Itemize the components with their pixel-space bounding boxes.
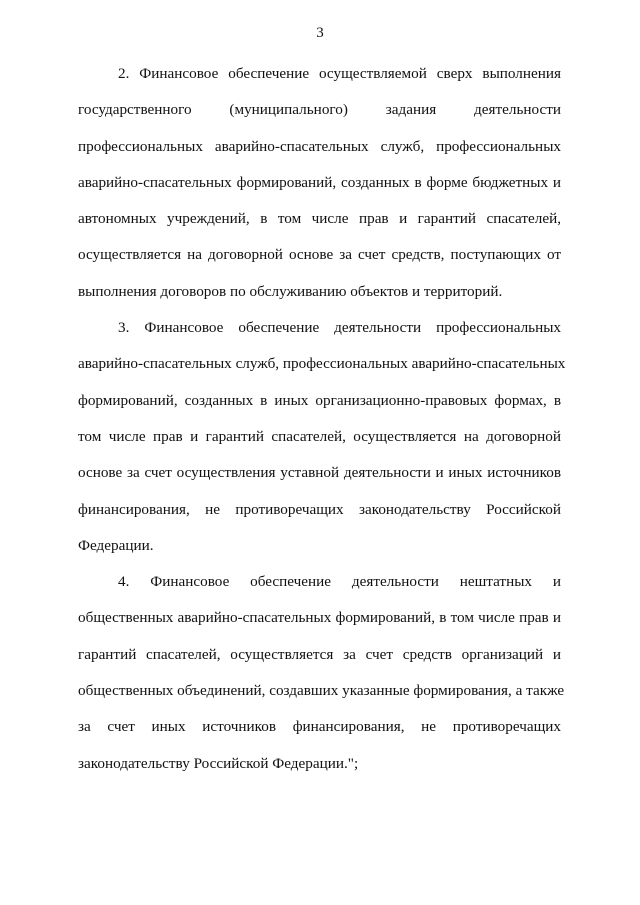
paragraph-line: государственного (муниципального) задания деятельности xyxy=(78,101,561,119)
paragraph-line: автономных учреждений, в том числе прав и гарантий спасателей, xyxy=(78,210,561,228)
paragraph-line: 4. Финансовое обеспечение деятельности нештатных и xyxy=(118,573,561,591)
paragraph-line: осуществляется на договорной основе за счет средств, поступающих от xyxy=(78,246,561,264)
paragraph-line: общественных объединений, создавших указанные формирования, а также xyxy=(78,682,565,700)
paragraph-line: аварийно-спасательных служб, профессиональных аварийно-спасательных xyxy=(78,355,566,373)
document-body xyxy=(78,56,566,782)
page-number: 3 xyxy=(316,25,324,41)
paragraph-line: профессиональных аварийно-спасательных служб, профессиональных xyxy=(78,137,561,155)
paragraph-line: формирований, созданных в иных организационно-правовых формах, в xyxy=(78,391,561,409)
paragraph-line: за счет иных источников финансирования, не противоречащих xyxy=(78,718,561,736)
paragraph-line: Федерации. xyxy=(78,536,154,554)
paragraph-line: том числе прав и гарантий спасателей, осуществляется на договорной xyxy=(78,427,561,445)
paragraph-line: 3. Финансовое обеспечение деятельности профессиональных xyxy=(118,319,561,337)
paragraph-3 xyxy=(78,310,566,564)
paragraph-line: основе за счет осуществления уставной деятельности и иных источников xyxy=(78,464,561,482)
paragraph-line: выполнения договоров по обслуживанию объектов и территорий. xyxy=(78,282,503,300)
paragraph-line: гарантий спасателей, осуществляется за счет средств организаций и xyxy=(78,645,561,663)
paragraph-line: аварийно-спасательных формирований, созданных в форме бюджетных и xyxy=(78,173,561,191)
paragraph-line: законодательству Российской Федерации."; xyxy=(78,754,359,772)
paragraph-2 xyxy=(78,56,561,310)
paragraph-4 xyxy=(78,564,565,782)
paragraph-line: 2. Финансовое обеспечение осуществляемой сверх выполнения xyxy=(118,65,561,82)
paragraph-line: финансирования, не противоречащих законодательству Российской xyxy=(78,500,561,518)
paragraph-line: общественных аварийно-спасательных формирований, в том числе прав и xyxy=(78,609,561,627)
